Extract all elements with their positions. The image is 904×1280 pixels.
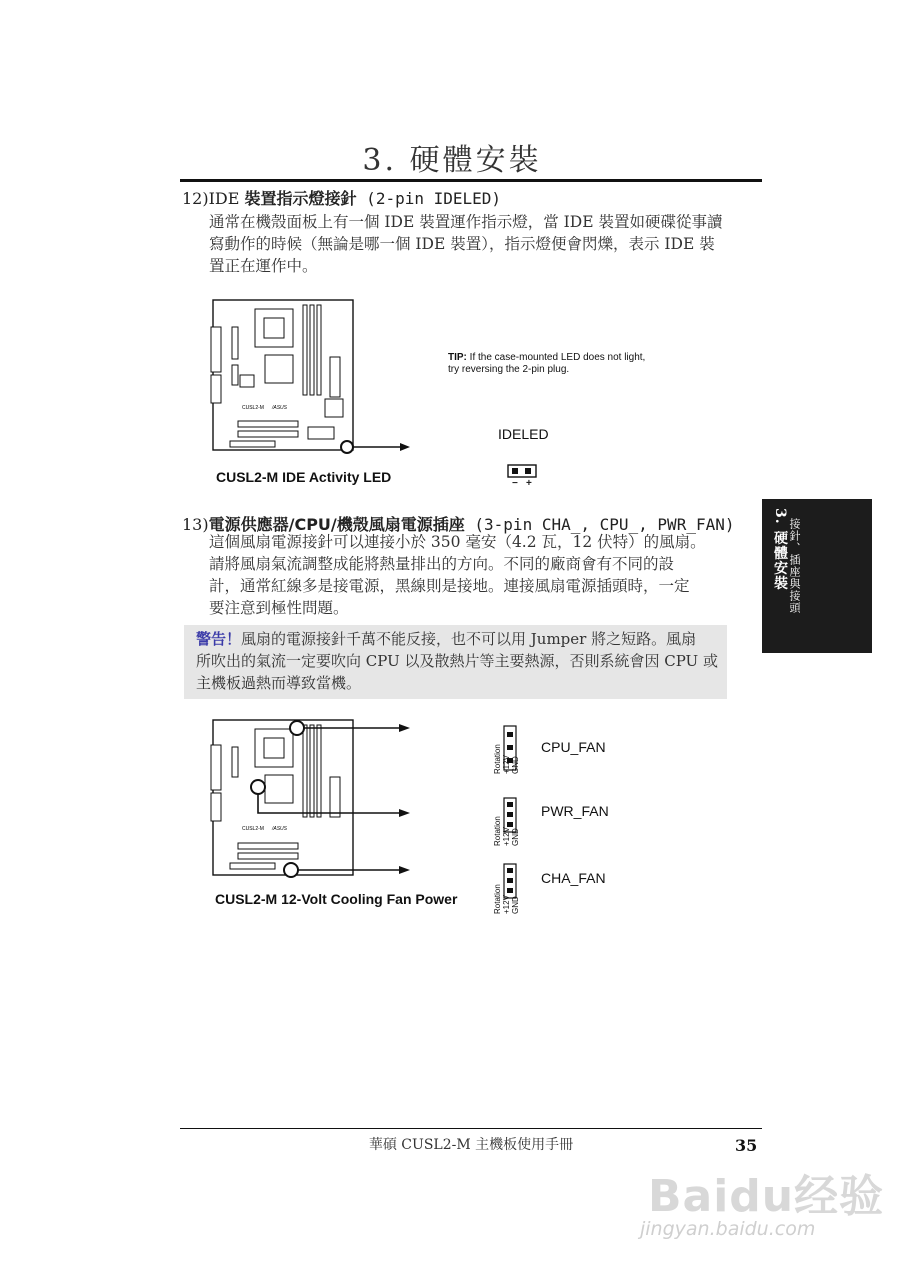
board-logo: /ASUS xyxy=(272,405,288,411)
ideled-arrowhead xyxy=(400,443,410,451)
section-12-body xyxy=(209,211,729,277)
pin-label-gnd: GND xyxy=(511,896,520,914)
cpu-fan-highlight-circle xyxy=(290,721,304,735)
warning-line: 所吹出的氣流一定要吹向 CPU 以及散熱片等主要熱源，否則系統會因 CPU 或 xyxy=(196,652,718,670)
fan-diagram-caption: CUSL2-M 12-Volt Cooling Fan Power xyxy=(215,891,458,907)
pwr-fan-arrowhead xyxy=(399,809,410,817)
board-logo: /ASUS xyxy=(272,826,288,832)
tip-text: If the case-mounted LED does not light, try reversing the 2-pin plug. xyxy=(448,352,646,375)
warning-text xyxy=(196,628,726,694)
section-13-body xyxy=(209,531,734,619)
side-tab-title: 3. 硬體安裝 xyxy=(772,508,788,591)
pin-label-gnd: GND xyxy=(511,756,520,774)
section-13-title: 電源供應器/CPU/機殼風扇電源插座 xyxy=(208,515,465,534)
section-12-title: 裝置指示燈接針 xyxy=(244,189,357,208)
cpu-fan-label: CPU_FAN xyxy=(541,739,606,755)
board-silkscreen: CUSL2-M xyxy=(242,826,264,832)
section-13-body-line: 這個風扇電源接針可以連接小於 350 毫安（4.2 瓦，12 伏特）的風扇。 xyxy=(209,533,706,551)
section-12-body-line: 置正在運作中。 xyxy=(209,257,318,275)
warning-line: 風扇的電源接針千萬不能反接，也不可以用 Jumper 將之短路。風扇 xyxy=(241,630,697,648)
ide-diagram-caption: CUSL2-M IDE Activity LED xyxy=(216,469,392,485)
watermark-logo: Baidu经验 xyxy=(648,1171,885,1222)
polarity-minus: − xyxy=(512,478,518,489)
cpu-fan-arrowhead xyxy=(399,724,410,732)
pwr-fan-label: PWR_FAN xyxy=(541,803,609,819)
fan-board-diagram xyxy=(208,715,418,885)
ideled-label: IDELED xyxy=(498,426,549,442)
section-12-title-suffix: (2-pin IDELED) xyxy=(356,189,502,208)
section-13-body-line: 計，通常紅線多是接電源，黑線則是接地。連接風扇電源插頭時，一定 xyxy=(209,577,690,595)
tip-note xyxy=(448,352,653,376)
page-number: 35 xyxy=(735,1136,758,1155)
section-12-number: 12) xyxy=(182,189,209,208)
pin-label-rotation: Rotation xyxy=(493,816,502,846)
board-silkscreen: CUSL2-M xyxy=(242,405,264,411)
section-12-title-prefix: IDE xyxy=(208,189,245,208)
section-12-body-line: 寫動作的時候（無論是哪一個 IDE 裝置），指示燈便會閃爍，表示 IDE 裝 xyxy=(209,235,715,253)
header-rule xyxy=(180,179,762,182)
pwr-fan-pin-labels xyxy=(493,816,520,846)
cha-fan-highlight-circle xyxy=(284,863,298,877)
pin-label-12v: +12V xyxy=(502,755,511,774)
warning-line: 主機板過熱而導致當機。 xyxy=(196,674,362,692)
pin-label-gnd: GND xyxy=(511,828,520,846)
section-13-title-suffix: (3-pin CHA_, CPU_, PWR_FAN) xyxy=(464,515,735,534)
section-13-number: 13) xyxy=(182,515,209,534)
pin-label-rotation: Rotation xyxy=(493,744,502,774)
pwr-fan-highlight-circle xyxy=(251,780,265,794)
section-13-body-line: 要注意到極性問題。 xyxy=(209,599,349,617)
warning-label: 警告！ xyxy=(196,630,242,648)
footer-text: 華碩 CUSL2-M 主機板使用手冊 xyxy=(368,1137,574,1153)
cpu-fan-pin-labels xyxy=(493,744,520,774)
chapter-title: 3. 硬體安裝 xyxy=(362,143,542,178)
section-12-heading xyxy=(182,186,501,209)
tip-label: TIP: xyxy=(448,352,467,363)
pin-label-12v: +12V xyxy=(502,827,511,846)
ide-led-board-diagram xyxy=(210,297,415,457)
section-13-body-line: 請將風扇氣流調整成能將熱量排出的方向。不同的廠商會有不同的設 xyxy=(209,555,675,573)
cha-fan-arrowhead xyxy=(399,866,410,874)
footer-rule xyxy=(180,1128,762,1129)
cha-fan-pin-labels xyxy=(493,884,520,914)
watermark-url: jingyan.baidu.com xyxy=(640,1218,816,1240)
side-tab-subtitle: 接針、插座與接頭 xyxy=(788,518,801,614)
pin-label-rotation: Rotation xyxy=(493,884,502,914)
ideled-highlight-circle xyxy=(341,441,353,453)
section-12-body-line: 通常在機殼面板上有一個 IDE 裝置運作指示燈，當 IDE 裝置如硬碟從事讀 xyxy=(209,213,723,231)
polarity-plus: + xyxy=(526,478,532,489)
cha-fan-label: CHA_FAN xyxy=(541,870,606,886)
pin-label-12v: +12V xyxy=(502,895,511,914)
